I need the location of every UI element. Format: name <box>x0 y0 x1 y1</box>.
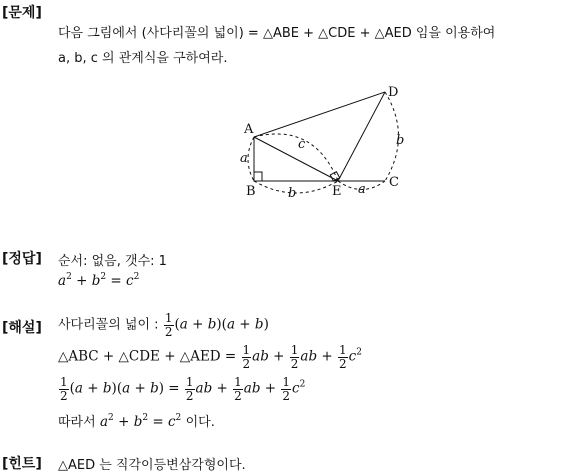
arc-a-left <box>248 137 254 181</box>
solution-line-3: $\frac{1}{2}$ (a + b)(a + b) = $\frac{1}{2}$ ab + $\frac{1}{2}$ ab + $\frac{1}{2}$ $c^2$ <box>60 375 306 403</box>
answer-equation: $a^2 + b^2 = c^2$ <box>58 272 140 289</box>
solution-tag: [해설] <box>2 320 42 336</box>
trapezoid-figure <box>230 80 420 205</box>
label-d-point: D <box>388 85 399 100</box>
hint-text: △AED 는 직각이등변삼각형이다. <box>58 458 246 473</box>
solution-line-1: 사다리꼴의 넓이 : $\frac{1}{2}$ (a + b)(a + b) <box>58 311 269 339</box>
side-label-c: c <box>298 137 306 152</box>
answer-tag: [정답] <box>2 251 42 267</box>
label-e-point: E <box>332 184 342 199</box>
hint-tag: [힌트] <box>2 456 42 472</box>
solution-line-2: △ABC + △CDE + △AED = $\frac{1}{2}$ ab + $\frac{1}{2}$ ab + $\frac{1}{2}$ $c^2$ <box>58 343 362 371</box>
problem-line-2: a, b, c 의 관계식을 구하여라. <box>58 51 228 66</box>
side-label-a-left: a <box>240 151 248 166</box>
label-b-point: B <box>246 184 256 199</box>
problem-line-1: 다음 그림에서 (사다리꼴의 넓이) = △ABE + △CDE + △AED 임을 이용하여 <box>58 26 496 41</box>
solution-line-4: 따라서 $a^2 + b^2 = c^2$ 이다. <box>58 413 215 430</box>
label-a-point: A <box>244 122 254 137</box>
problem-tag: [문제] <box>2 5 42 21</box>
side-label-b-bottom: b <box>288 186 297 201</box>
side-label-a-bottom: a <box>358 182 366 197</box>
right-angle-b <box>254 172 262 181</box>
side-label-b-right: b <box>396 133 405 148</box>
answer-meta: 순서: 없음, 갯수: 1 <box>58 254 167 269</box>
label-c-point: C <box>389 175 399 190</box>
